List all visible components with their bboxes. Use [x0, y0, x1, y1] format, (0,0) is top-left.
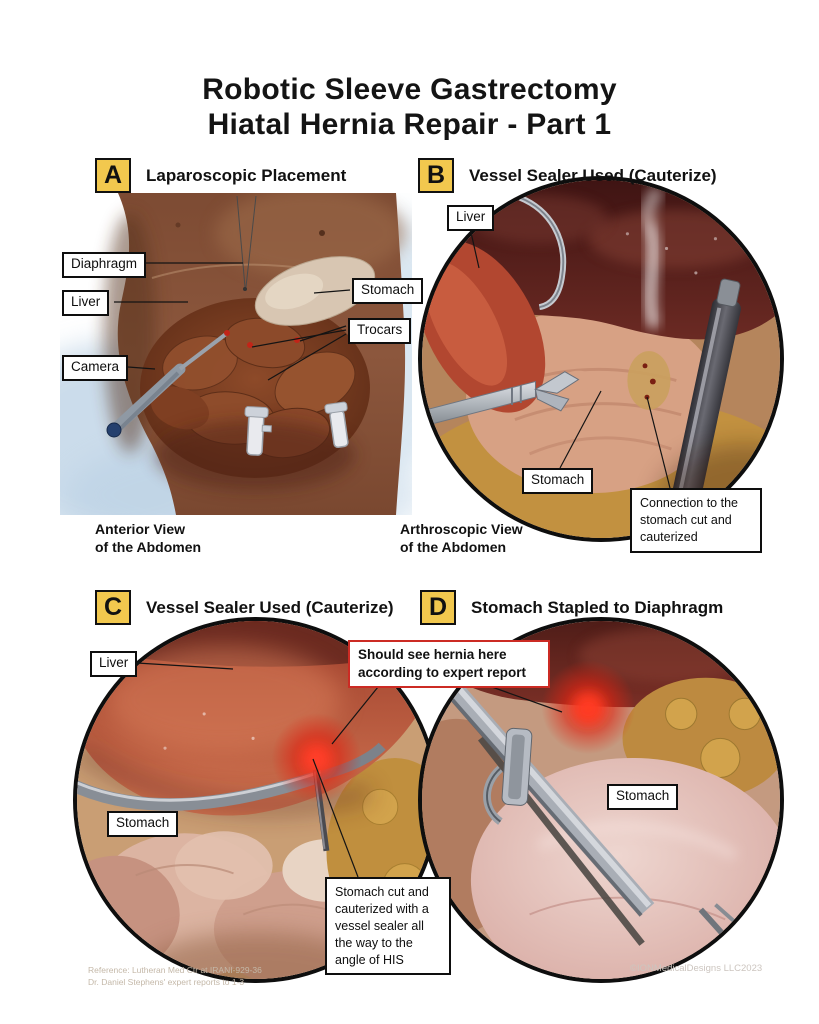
panel-b-letter: B [426, 161, 446, 189]
caption-panel-a [95, 520, 201, 556]
label-stomach-d: Stomach [607, 784, 678, 810]
panel-a-illustration [60, 193, 412, 515]
panel-c-badge [95, 590, 131, 625]
label-liver-a: Liver [62, 290, 109, 316]
reference-line1: Reference: Lutheran Med Ctr at IRANI-929-36 [88, 965, 262, 975]
panel-a-badge [95, 158, 131, 193]
label-liver-c: Liver [90, 651, 137, 677]
label-diaphragm: Diaphragm [62, 252, 146, 278]
label-stomach-c: Stomach [107, 811, 178, 837]
reference-text [88, 964, 262, 989]
panel-c-heading: Vessel Sealer Used (Cauterize) [146, 598, 394, 617]
panel-a-heading: Laparoscopic Placement [146, 166, 347, 185]
caption-b-line2: of the Abdomen [400, 539, 507, 556]
label-stomach-a: Stomach [352, 278, 423, 304]
panel-d-heading: Stomach Stapled to Diaphragm [471, 598, 724, 617]
label-stomach-b: Stomach [522, 468, 593, 494]
panel-b-heading: Vessel Sealer Used (Cauterize) [469, 166, 717, 185]
caption-a-line2: of the Abdomen [95, 539, 202, 556]
title-line-2: Hiatal Hernia Repair - Part 1 [207, 108, 612, 141]
label-trocars: Trocars [348, 318, 411, 344]
copyright-text: ©IONMedicalDesigns LLC2023 [630, 963, 763, 974]
panel-d-badge [420, 590, 456, 625]
label-liver-b: Liver [447, 205, 494, 231]
label-connection-cauterized: Connection to the stomach cut and cauterized [630, 488, 762, 553]
panel-b-endoscopic-drawing [422, 180, 780, 538]
panel-c-letter: C [103, 593, 123, 621]
page-title [0, 72, 819, 142]
panel-b-badge [418, 158, 454, 193]
caption-a-line1: Anterior View [95, 521, 185, 537]
label-camera: Camera [62, 355, 128, 381]
caption-panel-b [400, 520, 523, 556]
torso-drawing [60, 193, 412, 515]
hernia-annotation-box: Should see hernia here according to expert report [348, 640, 550, 688]
panel-a-letter: A [103, 161, 123, 189]
reference-line2: Dr. Daniel Stephens' expert reports to 1-3 [88, 977, 245, 988]
panel-d-letter: D [428, 593, 448, 621]
caption-b-line1: Arthroscopic View [400, 521, 523, 537]
title-line-1: Robotic Sleeve Gastrectomy [202, 73, 617, 106]
label-stomach-cut-note: Stomach cut and cauterized with a vessel sealer all the way to the angle of HIS [325, 877, 451, 975]
